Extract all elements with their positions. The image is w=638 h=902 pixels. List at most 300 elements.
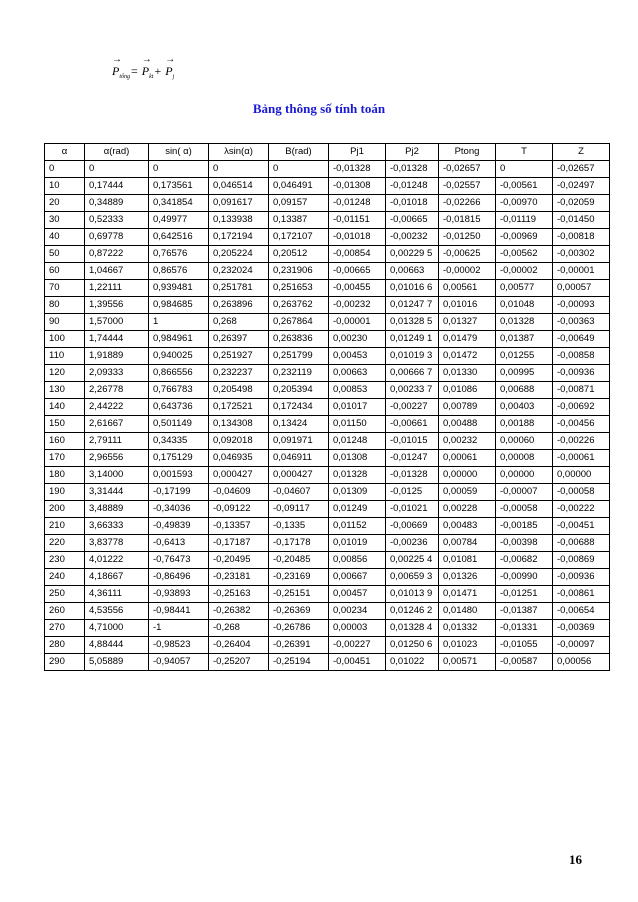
table-cell: -0,00369	[553, 620, 610, 637]
table-cell: 150	[45, 416, 85, 433]
table-row	[45, 246, 610, 263]
table-cell: -0,17178	[269, 535, 329, 552]
table-cell: 0,940025	[149, 348, 209, 365]
table-cell: 160	[45, 433, 85, 450]
table-cell: -0,00969	[496, 229, 553, 246]
table-cell: 2,61667	[85, 416, 149, 433]
table-cell: -0,01450	[553, 212, 610, 229]
table-cell: -0,00093	[553, 297, 610, 314]
table-cell: -0,01251	[496, 586, 553, 603]
table-cell: -0,26786	[269, 620, 329, 637]
table-cell: -0,04609	[209, 484, 269, 501]
table-cell: 40	[45, 229, 85, 246]
table-cell: 140	[45, 399, 85, 416]
table-cell: 0,49977	[149, 212, 209, 229]
table-row	[45, 178, 610, 195]
table-cell: -0,00001	[553, 263, 610, 280]
table-cell: 80	[45, 297, 85, 314]
table-cell: 0,001593	[149, 467, 209, 484]
table-cell: 0,01328 5	[386, 314, 439, 331]
table-cell: -0,00692	[553, 399, 610, 416]
table-cell: 0,172194	[209, 229, 269, 246]
table-cell: 1,91889	[85, 348, 149, 365]
table-cell: 50	[45, 246, 85, 263]
table-cell: -0,02497	[553, 178, 610, 195]
table-cell: 3,83778	[85, 535, 149, 552]
table-cell: -0,00669	[386, 518, 439, 535]
p-total-subscript: tổng	[119, 74, 131, 80]
table-cell: 0,34335	[149, 433, 209, 450]
table-cell: 0	[149, 161, 209, 178]
table-cell: -0,00665	[329, 263, 386, 280]
table-cell: 0,046911	[269, 450, 329, 467]
table-cell: 0,01330	[439, 365, 496, 382]
table-cell: -0,01331	[496, 620, 553, 637]
table-cell: 10	[45, 178, 85, 195]
table-cell: 0,01255	[496, 348, 553, 365]
table-cell: 0,00229 5	[386, 246, 439, 263]
table-row	[45, 212, 610, 229]
table-row	[45, 161, 610, 178]
table-cell: 0,984961	[149, 331, 209, 348]
plus-sign: +	[154, 64, 162, 78]
table-cell: -0,00002	[496, 263, 553, 280]
table-row	[45, 297, 610, 314]
table-cell: -0,02557	[439, 178, 496, 195]
table-row	[45, 450, 610, 467]
table-cell: 0,232237	[209, 365, 269, 382]
table-cell: -0,00861	[553, 586, 610, 603]
table-cell: 0,263762	[269, 297, 329, 314]
table-heading: Bảng thông số tính toán	[252, 101, 386, 116]
table-cell: -0,26391	[269, 637, 329, 654]
table-cell: 0,00060	[496, 433, 553, 450]
table-cell: 260	[45, 603, 85, 620]
table-cell: 0,00659 3	[386, 569, 439, 586]
table-row	[45, 603, 610, 620]
table-cell: -0,00185	[496, 518, 553, 535]
table-cell: -0,00970	[496, 195, 553, 212]
table-cell: 0,01086	[439, 382, 496, 399]
table-cell: -0,00871	[553, 382, 610, 399]
table-cell: -0,00561	[496, 178, 553, 195]
table-row	[45, 586, 610, 603]
table-cell: 0,13387	[269, 212, 329, 229]
table-cell: -0,00001	[329, 314, 386, 331]
table-cell: -0,20495	[209, 552, 269, 569]
table-cell: 90	[45, 314, 85, 331]
table-cell: -0,00587	[496, 654, 553, 671]
table-cell: 0,046491	[269, 178, 329, 195]
table-row	[45, 535, 610, 552]
p-j-subscript: j	[172, 74, 175, 80]
table-cell: -0,00007	[496, 484, 553, 501]
table-cell: 0,251799	[269, 348, 329, 365]
table-cell: 0,091617	[209, 195, 269, 212]
table-cell: -0,01248	[386, 178, 439, 195]
table-cell: 0,69778	[85, 229, 149, 246]
table-cell: -0,00222	[553, 501, 610, 518]
table-cell: -0,00858	[553, 348, 610, 365]
table-cell: 0,01328	[329, 467, 386, 484]
table-row	[45, 569, 610, 586]
table-cell: 0,133938	[209, 212, 269, 229]
table-cell: -0,00688	[553, 535, 610, 552]
table-cell: -0,94057	[149, 654, 209, 671]
table-cell: 0,00995	[496, 365, 553, 382]
table-cell: 0,251927	[209, 348, 269, 365]
table-cell: 100	[45, 331, 85, 348]
calculation-table	[44, 143, 610, 671]
table-cell: 220	[45, 535, 85, 552]
column-header: λsin(α)	[209, 144, 269, 161]
table-cell: 0,01326	[439, 569, 496, 586]
table-cell: -0,00363	[553, 314, 610, 331]
table-cell: -0,01387	[496, 603, 553, 620]
table-cell: -0,00869	[553, 552, 610, 569]
table-cell: 0,01081	[439, 552, 496, 569]
table-cell: 110	[45, 348, 85, 365]
table-cell: 0	[85, 161, 149, 178]
table-cell: 1,04667	[85, 263, 149, 280]
table-cell: 60	[45, 263, 85, 280]
table-cell: 0,642516	[149, 229, 209, 246]
table-cell: 0,01019	[329, 535, 386, 552]
table-cell: -0,00682	[496, 552, 553, 569]
table-cell: 0,01016	[439, 297, 496, 314]
table-cell: -0,00654	[553, 603, 610, 620]
table-cell: 0,501149	[149, 416, 209, 433]
table-cell: 0,00853	[329, 382, 386, 399]
table-cell: 3,48889	[85, 501, 149, 518]
table-cell: -0,93893	[149, 586, 209, 603]
table-cell: -1	[149, 620, 209, 637]
table-cell: 0,17444	[85, 178, 149, 195]
table-cell: 280	[45, 637, 85, 654]
table-cell: 0	[45, 161, 85, 178]
table-row	[45, 654, 610, 671]
table-row	[45, 263, 610, 280]
table-cell: 0,00233 7	[386, 382, 439, 399]
table-cell: 0,939481	[149, 280, 209, 297]
table-cell: 0,00667	[329, 569, 386, 586]
table-cell: -0,01021	[386, 501, 439, 518]
table-cell: -0,01015	[386, 433, 439, 450]
table-cell: 70	[45, 280, 85, 297]
table-cell: 200	[45, 501, 85, 518]
table-cell: -0,04607	[269, 484, 329, 501]
table-row	[45, 280, 610, 297]
table-row	[45, 552, 610, 569]
table-cell: 0,87222	[85, 246, 149, 263]
table-cell: -0,01247	[386, 450, 439, 467]
table-cell: 1,39556	[85, 297, 149, 314]
table-cell: 0,01250 6	[386, 637, 439, 654]
table-cell: -0,00818	[553, 229, 610, 246]
table-cell: 0,00008	[496, 450, 553, 467]
table-cell: -0,00058	[496, 501, 553, 518]
table-cell: 170	[45, 450, 85, 467]
table-cell: 0,00188	[496, 416, 553, 433]
table-row	[45, 416, 610, 433]
table-cell: 0,00577	[496, 280, 553, 297]
table-cell: -0,00562	[496, 246, 553, 263]
table-cell: 0,267864	[269, 314, 329, 331]
table-cell: -0,00061	[553, 450, 610, 467]
table-row	[45, 195, 610, 212]
table-cell: 4,36111	[85, 586, 149, 603]
table-cell: 0,52333	[85, 212, 149, 229]
table-cell: -0,26404	[209, 637, 269, 654]
table-cell: 0,01328 4	[386, 620, 439, 637]
table-row	[45, 467, 610, 484]
table-cell: -0,00058	[553, 484, 610, 501]
table-cell: 0,00688	[496, 382, 553, 399]
table-cell: 130	[45, 382, 85, 399]
table-row	[45, 484, 610, 501]
table-cell: 0,00000	[496, 467, 553, 484]
table-cell: 0,00234	[329, 603, 386, 620]
table-cell: -0,26382	[209, 603, 269, 620]
table-cell: 0,205394	[269, 382, 329, 399]
table-cell: -0,34036	[149, 501, 209, 518]
table-row	[45, 229, 610, 246]
table-cell: 3,14000	[85, 467, 149, 484]
table-cell: -0,00226	[553, 433, 610, 450]
table-cell: 4,88444	[85, 637, 149, 654]
table-cell: -0,25163	[209, 586, 269, 603]
p-kt-symbol: P	[141, 64, 150, 78]
table-cell: 3,66333	[85, 518, 149, 535]
table-cell: -0,01328	[386, 161, 439, 178]
table-cell: -0,01815	[439, 212, 496, 229]
table-cell: -0,02059	[553, 195, 610, 212]
table-cell: 0,01247 7	[386, 297, 439, 314]
table-cell: -0,00302	[553, 246, 610, 263]
column-header: Pj2	[386, 144, 439, 161]
table-cell: 4,18667	[85, 569, 149, 586]
column-header: Ptong	[439, 144, 496, 161]
table-cell: -0,01248	[329, 195, 386, 212]
table-cell: -0,00456	[553, 416, 610, 433]
table-row	[45, 399, 610, 416]
table-cell: 0,01328	[496, 314, 553, 331]
table-cell: 0,01332	[439, 620, 496, 637]
table-cell: 2,96556	[85, 450, 149, 467]
table-cell: 240	[45, 569, 85, 586]
table-cell: 0,01246 2	[386, 603, 439, 620]
table-cell: -0,98523	[149, 637, 209, 654]
table-cell: 0,00061	[439, 450, 496, 467]
table-cell: 0,09157	[269, 195, 329, 212]
table-cell: 2,26778	[85, 382, 149, 399]
table-cell: 0,00056	[553, 654, 610, 671]
table-cell: -0,25194	[269, 654, 329, 671]
table-cell: -0,86496	[149, 569, 209, 586]
table-cell: -0,17199	[149, 484, 209, 501]
table-cell: 0,01016 6	[386, 280, 439, 297]
table-cell: -0,6413	[149, 535, 209, 552]
table-cell: 0,01248	[329, 433, 386, 450]
table-cell: 0,172521	[209, 399, 269, 416]
table-cell: 0,205224	[209, 246, 269, 263]
table-cell: -0,00661	[386, 416, 439, 433]
table-cell: 0,341854	[149, 195, 209, 212]
table-cell: 20	[45, 195, 85, 212]
table-cell: 4,01222	[85, 552, 149, 569]
table-row	[45, 501, 610, 518]
table-cell: 0,205498	[209, 382, 269, 399]
table-cell: -0,01328	[386, 467, 439, 484]
table-cell: -0,01055	[496, 637, 553, 654]
column-header: α	[45, 144, 85, 161]
table-cell: 0,231906	[269, 263, 329, 280]
table-row	[45, 637, 610, 654]
force-formula	[112, 58, 174, 94]
table-cell: 0,01309	[329, 484, 386, 501]
table-cell: -0,00854	[329, 246, 386, 263]
p-total-symbol: P	[112, 64, 120, 78]
table-row	[45, 365, 610, 382]
equals-sign: =	[131, 64, 138, 78]
p-kt-subscript: kt	[149, 74, 154, 80]
table-cell: 0,00856	[329, 552, 386, 569]
table-cell: -0,00232	[386, 229, 439, 246]
table-cell: -0,01308	[329, 178, 386, 195]
table-cell: 0,01480	[439, 603, 496, 620]
table-cell: 0,00403	[496, 399, 553, 416]
table-cell: 0,01013 9	[386, 586, 439, 603]
table-cell: 0,643736	[149, 399, 209, 416]
table-cell: -0,01018	[386, 195, 439, 212]
page-number: 16	[569, 852, 582, 867]
table-cell: 0,00666 7	[386, 365, 439, 382]
table-cell: 2,09333	[85, 365, 149, 382]
table-cell: 0,092018	[209, 433, 269, 450]
table-cell: 0,046935	[209, 450, 269, 467]
table-cell: 190	[45, 484, 85, 501]
table-cell: -0,00398	[496, 535, 553, 552]
table-cell: 0,263896	[209, 297, 269, 314]
table-cell: -0,00455	[329, 280, 386, 297]
table-cell: -0,00665	[386, 212, 439, 229]
table-cell: -0,00649	[553, 331, 610, 348]
table-cell: -0,00227	[329, 637, 386, 654]
table-cell: -0,49839	[149, 518, 209, 535]
table-row	[45, 433, 610, 450]
column-header: T	[496, 144, 553, 161]
table-cell: 0,251781	[209, 280, 269, 297]
table-cell: 0,01249	[329, 501, 386, 518]
table-cell: 0,00571	[439, 654, 496, 671]
table-cell: 0,01019 3	[386, 348, 439, 365]
table-cell: 4,71000	[85, 620, 149, 637]
table-cell: -0,01250	[439, 229, 496, 246]
table-cell: 0,00789	[439, 399, 496, 416]
table-cell: -0,25207	[209, 654, 269, 671]
table-cell: 250	[45, 586, 85, 603]
table-cell: 0,01327	[439, 314, 496, 331]
table-cell: 0,134308	[209, 416, 269, 433]
table-cell: -0,0125	[386, 484, 439, 501]
table-cell: -0,268	[209, 620, 269, 637]
table-cell: 0	[496, 161, 553, 178]
table-cell: -0,13357	[209, 518, 269, 535]
table-cell: 0,00059	[439, 484, 496, 501]
table-cell: -0,01328	[329, 161, 386, 178]
table-cell: 0,01023	[439, 637, 496, 654]
table-cell: 30	[45, 212, 85, 229]
table-cell: 0,01152	[329, 518, 386, 535]
table-cell: 1,74444	[85, 331, 149, 348]
p-j-symbol: P	[165, 64, 173, 78]
table-cell: 0,00057	[553, 280, 610, 297]
table-cell: 0,00228	[439, 501, 496, 518]
table-cell: -0,00936	[553, 569, 610, 586]
column-header: Z	[553, 144, 610, 161]
table-cell: 0,20512	[269, 246, 329, 263]
table-cell: 0,13424	[269, 416, 329, 433]
p-j-vector	[165, 58, 174, 80]
table-cell: 0,00003	[329, 620, 386, 637]
table-cell: 0,00453	[329, 348, 386, 365]
table-row	[45, 382, 610, 399]
table-cell: 4,53556	[85, 603, 149, 620]
table-cell: 1	[149, 314, 209, 331]
table-cell: 270	[45, 620, 85, 637]
table-cell: -0,00236	[386, 535, 439, 552]
column-header: Pj1	[329, 144, 386, 161]
table-cell: -0,98441	[149, 603, 209, 620]
table-cell: 0,01387	[496, 331, 553, 348]
table-cell: -0,00097	[553, 637, 610, 654]
table-cell: -0,17187	[209, 535, 269, 552]
table-cell: 0,01472	[439, 348, 496, 365]
table-cell: 0,00561	[439, 280, 496, 297]
table-cell: 290	[45, 654, 85, 671]
table-cell: -0,00625	[439, 246, 496, 263]
table-cell: 0,34889	[85, 195, 149, 212]
table-cell: 0,172107	[269, 229, 329, 246]
table-cell: 0,232024	[209, 263, 269, 280]
table-body	[45, 161, 610, 671]
table-cell: -0,01119	[496, 212, 553, 229]
table-cell: 0,00784	[439, 535, 496, 552]
table-cell: 210	[45, 518, 85, 535]
table-cell: 0,00663	[386, 263, 439, 280]
table-cell: -0,01018	[329, 229, 386, 246]
table-cell: -0,09122	[209, 501, 269, 518]
p-kt-vector	[142, 58, 154, 80]
table-header-row	[45, 144, 610, 161]
table-cell: 180	[45, 467, 85, 484]
table-cell: 0,00488	[439, 416, 496, 433]
table-cell: 0,232119	[269, 365, 329, 382]
table-cell: -0,02657	[439, 161, 496, 178]
table-cell: -0,23181	[209, 569, 269, 586]
column-header: α(rad)	[85, 144, 149, 161]
table-row	[45, 620, 610, 637]
table-row	[45, 348, 610, 365]
table-cell: 0,01048	[496, 297, 553, 314]
table-cell: -0,26369	[269, 603, 329, 620]
table-cell: -0,00227	[386, 399, 439, 416]
table-cell: 0,01308	[329, 450, 386, 467]
table-cell: 0,00232	[439, 433, 496, 450]
table-cell: 0,86576	[149, 263, 209, 280]
column-header: B(rad)	[269, 144, 329, 161]
table-cell: -0,76473	[149, 552, 209, 569]
